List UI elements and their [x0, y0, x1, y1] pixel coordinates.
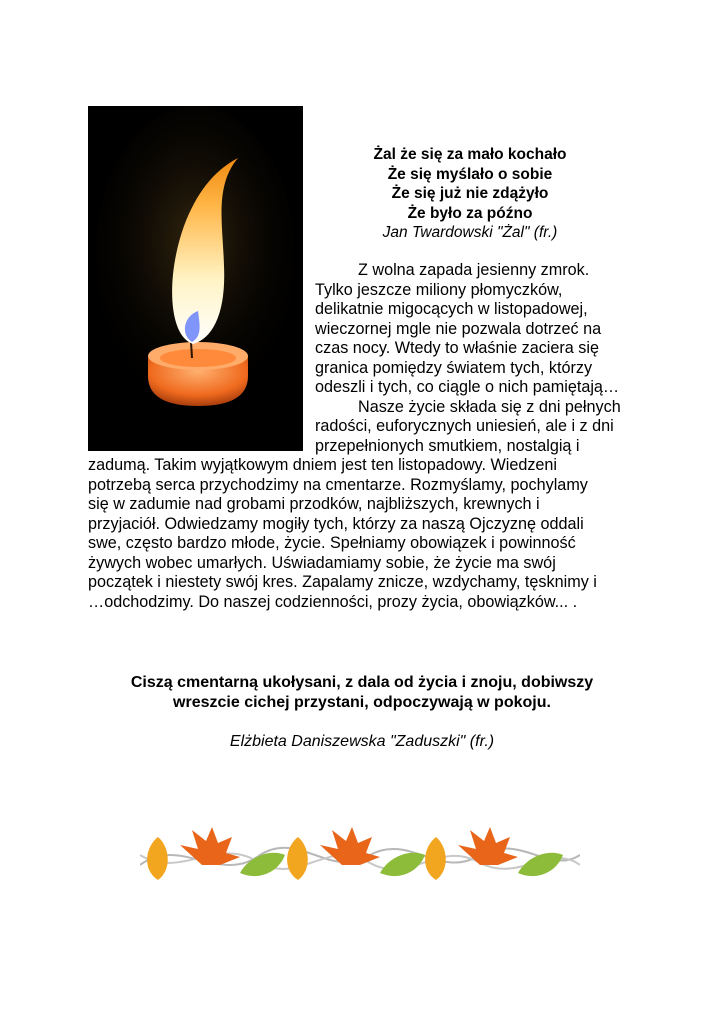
autumn-leaves-border — [140, 825, 580, 890]
quote-line: wreszcie cichej przystani, odpoczywają w pokoju. — [173, 694, 551, 711]
green-leaf-icon — [380, 853, 425, 876]
yellow-leaf-icon — [147, 837, 168, 880]
poem-line: Żal że się za mało kochało — [373, 146, 567, 163]
prose-line: przepełnionych smutkiem, nostalgią i — [315, 436, 580, 455]
prose-line: swe, często bardzo młode, życie. Spełniamy obowiązek i powinność — [88, 534, 576, 552]
prose-line: przyjaciół. Odwiedzamy mogiły tych, którzy za naszą Ojczyznę oddali — [88, 514, 584, 533]
prose-line: odeszli i tych, co ciągle o nich pamiętają… — [315, 378, 620, 396]
prose-line: początek i niestety swój kres. Zapalamy znicze, wzdychamy, tęsknimy i — [88, 573, 597, 591]
yellow-leaf-icon — [425, 837, 446, 880]
poem-line: Że się już nie zdążyło — [391, 185, 549, 203]
quote-attribution: Elżbieta Daniszewska "Zaduszki" (fr.) — [229, 733, 495, 750]
prose-line: radości, euforycznych uniesień, ale i z dni — [315, 417, 614, 435]
prose-line: wieczornej mgle nie pozwala dotrzeć na — [315, 319, 602, 338]
prose-line: …odchodzimy. Do naszej codzienności, prozy życia, obowiązków... . — [88, 592, 578, 611]
prose-line: czas nocy. Wtedy to właśnie zaciera się — [315, 339, 599, 357]
prose-line: granica pomiędzy światem tych, którzy — [315, 358, 593, 377]
prose-line: Tylko jeszcze miliony płomyczków, — [315, 280, 563, 299]
prose-line: żywych wobec umarłych. Uświadamiamy sobie, że życie ma swój — [88, 553, 556, 572]
prose-line: Z wolna zapada jesienny zmrok. — [358, 261, 590, 279]
quote-line: Ciszą cmentarną ukołysani, z dala od życia i znoju, dobiwszy — [130, 674, 594, 691]
prose-body — [88, 261, 648, 612]
prose-line: Nasze życie składa się z dni pełnych — [358, 397, 621, 416]
prose-line: potrzebą serca przychodzimy na cmentarze. Rozmyślamy, pochylamy — [88, 475, 588, 494]
prose-line: się w zadumie nad grobami przodków, najbliższych, krewnych i — [88, 495, 540, 513]
poem-line: Że było za późno — [407, 204, 533, 222]
prose-line: zadumą. Takim wyjątkowym dniem jest ten listopadowy. Wiedzeni — [88, 456, 558, 474]
yellow-leaf-icon — [287, 837, 308, 880]
green-leaf-icon — [518, 853, 563, 876]
poem-line: Że się myślało o sobie — [387, 165, 553, 183]
prose-line: delikatnie migocących w listopadowej, — [315, 300, 588, 318]
poem-attribution: Jan Twardowski "Żal" (fr.) — [382, 224, 558, 242]
orange-maple-leaf-icon — [458, 827, 518, 865]
poem-excerpt — [305, 145, 635, 243]
closing-quote — [88, 673, 636, 713]
